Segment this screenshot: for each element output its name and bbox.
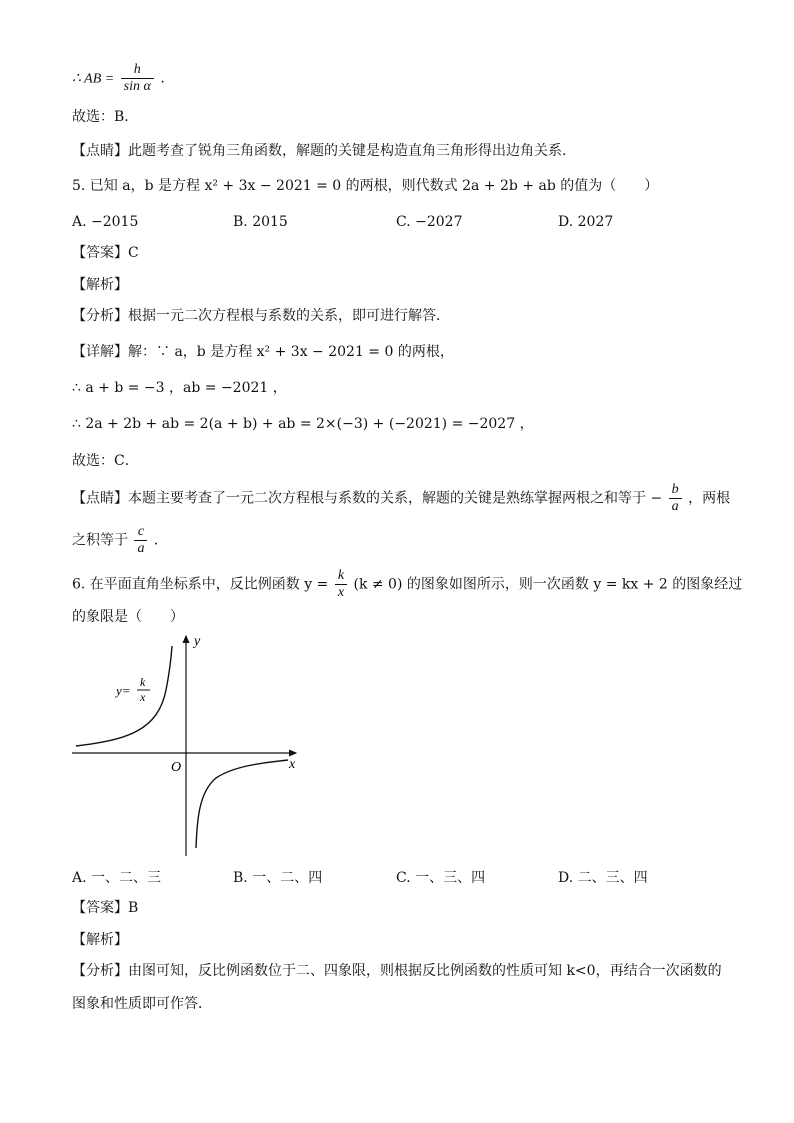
q5-detail: 【详解】解：∵ a，b 是方程 x² + 3x − 2021 = 0 的两根， <box>72 344 454 360</box>
intro-choose: 故选：B． <box>72 109 139 125</box>
q6-stem-line2: 的象限是（ ） <box>72 609 184 625</box>
fraction-c-over-a <box>134 524 147 557</box>
fraction-b-over-a <box>669 482 682 515</box>
q5-analysis: 【分析】根据一元二次方程根与系数的关系，即可进行解答． <box>72 308 450 324</box>
curve-label-y: y= <box>116 683 131 698</box>
fraction-denominator: sin α <box>123 79 151 94</box>
fraction-k-over-x <box>335 568 347 601</box>
q6-stem-middle: (k ≠ 0) 的图象如图所示，则一次函数 y = kx + 2 的图象经过 <box>353 576 743 593</box>
q5-comment-end: ． <box>153 532 168 549</box>
q6-analysis-tag: 【解析】 <box>72 932 128 948</box>
q6-stem-start: 6. 在平面直角坐标系中，反比例函数 y = <box>72 576 329 593</box>
q5-comment-line1 <box>72 482 730 515</box>
q5-comment-product: 之积等于 <box>72 532 128 549</box>
formula-ab <box>72 62 165 95</box>
fraction-numerator: c <box>134 524 147 541</box>
q5-comment-tail: ，两根 <box>688 490 731 507</box>
q6-option-d: D. 二、三、四 <box>558 870 648 886</box>
fraction-denominator: a <box>137 541 145 556</box>
intro-comment: 【点睛】此题考查了锐角三角函数，解题的关键是构造直角三角形得出边角关系． <box>72 143 576 159</box>
fraction-h-over-sin <box>121 62 154 95</box>
formula-end: . <box>160 70 165 87</box>
curve-label-x: x <box>140 690 146 704</box>
q5-choose: 故选：C． <box>72 453 139 469</box>
q5-option-a: A. −2015 <box>72 214 139 230</box>
q5-option-c: C. −2027 <box>396 214 463 230</box>
q5-comment-line2 <box>72 524 168 557</box>
fraction-numerator: k <box>335 568 347 585</box>
q6-analysis-line2: 图象和性质即可作答． <box>72 996 212 1012</box>
q5-comment-text: 【点睛】本题主要考查了一元二次方程根与系数的关系，解题的关键是熟练掌握两根之和等于 − <box>72 490 663 507</box>
hyperbola-graph <box>66 630 306 862</box>
q6-option-a: A. 一、二、三 <box>72 870 162 886</box>
q5-step1: ∴ a + b = −3 ，ab = −2021 ， <box>72 380 287 396</box>
q6-stem-line1 <box>72 568 742 601</box>
q5-stem: 5. 已知 a，b 是方程 x² + 3x − 2021 = 0 的两根，则代数式 2a + 2b + ab 的值为（ ） <box>72 178 659 194</box>
fraction-numerator: b <box>669 482 682 499</box>
formula-ab-prefix: ∴ AB = <box>72 71 115 87</box>
q6-answer: 【答案】B <box>72 900 139 916</box>
q5-analysis-tag: 【解析】 <box>72 277 128 293</box>
y-axis-label: y <box>194 634 201 649</box>
x-axis-label: x <box>289 757 296 772</box>
fraction-numerator: h <box>121 62 154 79</box>
q5-option-b: B. 2015 <box>233 214 288 230</box>
fraction-denominator: a <box>671 499 679 514</box>
q5-step2: ∴ 2a + 2b + ab = 2(a + b) + ab = 2×(−3) + (−2021) = −2027 ， <box>72 416 534 432</box>
fraction-denominator: x <box>337 585 345 600</box>
q6-analysis-line1: 【分析】由图可知，反比例函数位于二、四象限，则根据反比例函数的性质可知 k<0，再结合一次函数的 <box>72 963 722 979</box>
q5-answer: 【答案】C <box>72 245 139 261</box>
q5-option-d: D. 2027 <box>558 214 614 230</box>
q6-option-c: C. 一、三、四 <box>396 870 486 886</box>
q6-option-b: B. 一、二、四 <box>233 870 323 886</box>
origin-label: O <box>171 760 182 775</box>
hyperbola-branch-fourth-quadrant <box>196 760 288 848</box>
curve-label-k: k <box>140 675 146 689</box>
